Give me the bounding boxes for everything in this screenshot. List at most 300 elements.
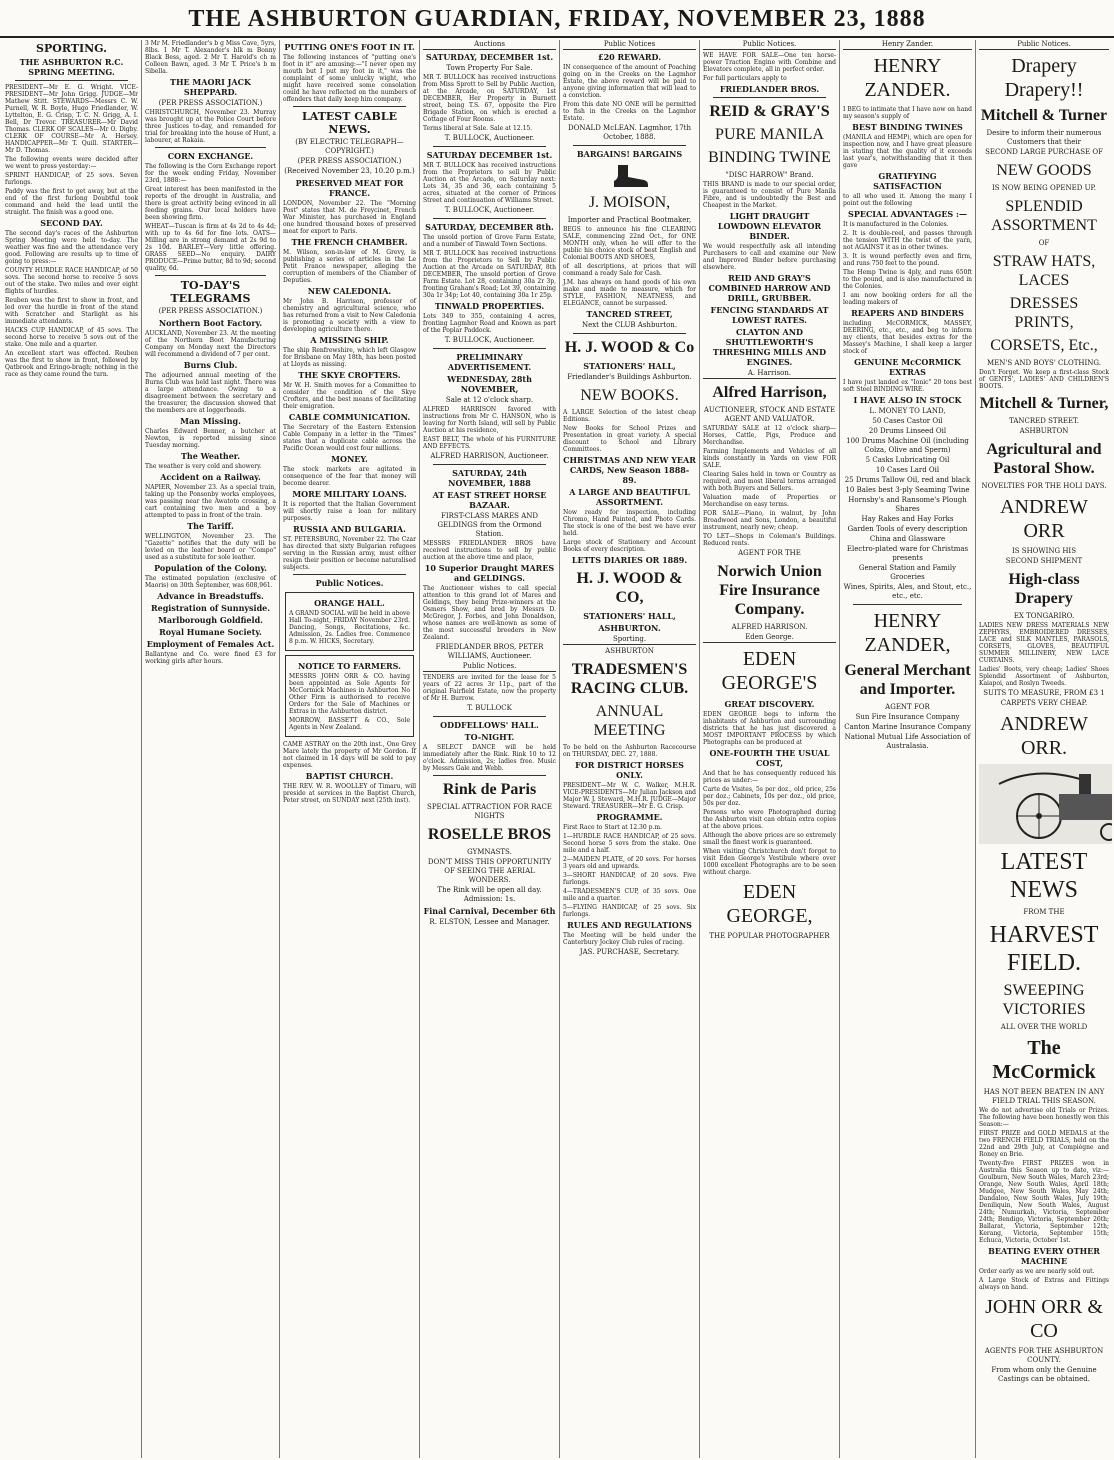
ad-heading: ASHBURTON. xyxy=(598,623,661,633)
article-paragraph: WHEAT—Tuscan is firm at 4s 2d to 4s 4d; with up to 4s 6d for fine lots. OATS—Milling are in strong demand at 2s 9d to 2s 10d. BARLEY—Very little offering. GRASS SEED—No enquiry. DAIRY PRODUCE—Prime butter, 8d to 9d; second quality, 6d. xyxy=(145,223,276,272)
article-paragraph: An excellent start was effected. Reuben was the first to show in front, followed by Qatbrook and Eringo-bragh; nothing in the race as they came round the turn. xyxy=(5,350,138,378)
ad-heading: REID AND GRAY'S COMBINED HARROW AND DRILL, GRUBBER. xyxy=(708,273,831,303)
ad-heading: PROGRAMME. xyxy=(596,812,663,822)
ad-heading: CHRISTMAS AND NEW YEAR CARDS, New Season 1888-89. xyxy=(563,455,696,485)
article-paragraph: PRESIDENT—Mr E. G. Wright. VICE-PRESIDENT—Mr John Grigg. JUDGE—Mr Mathew Stitt. STEWARDS—Messrs C. W. Purnell, W. R. Boyle, Hugo Friedlander, W. Lyttelton, E. G. Crisp, T. C. N. Grigg, A. I. Bell, Dr Trevor. TREASURER—Mr David Thomas. CLERK OF SCALES—Mr O. Digby. CLERK OF COURSE—Mr A. Hersey. HANDICAPPER—Mr T. Quill. STARTER—Mr D. Thomas. xyxy=(5,84,138,154)
ad-title-moison: J. MOISON, xyxy=(588,194,671,211)
ad-heading: LIGHT DRAUGHT LOWDOWN ELEVATOR BINDER. xyxy=(717,211,822,241)
ad-text: Twenty-five FIRST PRIZES won in Australia this Season up to date, viz:—Goulburn, New South Wales, March 23rd; Orange, New South Wales, April 18th; Mudgee, New South Wales, May 24th; Dandaloo, New South Wales, July 19th; Deniliquin, New South Wales, August 24th; Numurkah, Victoria, September 24th; Bendigo, Victoria, September 26th; Ballarat, Victoria, September 12th; Kerang, Victoria, September 15th; Echuca, Victoria, October 1st. xyxy=(979,1160,1109,1244)
stock-item: China and Glassware xyxy=(869,535,946,543)
column-header: Public Notices. xyxy=(979,40,1109,50)
ad-text: We do not advertise old Trials or Prizes. The following have been honestly won this Season:— xyxy=(979,1107,1109,1128)
ad-line: TANCRED STREET. xyxy=(1009,417,1079,425)
sub-heading: MORE MILITARY LOANS. xyxy=(292,489,407,499)
byline: (Received November 23, 10.20 p.m.) xyxy=(284,167,415,175)
ad-line: ASHBURTON xyxy=(605,647,654,655)
ad-heading: SATURDAY DECEMBER 1st. xyxy=(426,150,553,160)
ad-line: IS NOW BEING OPENED UP. xyxy=(991,184,1097,192)
ad-text: 3—SHORT HANDICAP, of 20 sovs. Five furlongs. xyxy=(563,872,696,886)
insurance-item: Canton Marine Insurance Company xyxy=(844,723,971,731)
ad-title-general-merchant: General Merchant and Importer. xyxy=(844,662,971,698)
ad-text: FIRST PRIZE and GOLD MEDALS at the two FRENCH FIELD TRIALS, held on the 22nd and 29th July, at Compiègne and Roney en Brie. xyxy=(979,1130,1109,1158)
ad-text: Order early as we are nearly sold out. xyxy=(979,1268,1095,1275)
article-paragraph: Charles Edward Benner, a butcher at Newton, is reported missing since Tuesday morning. xyxy=(145,428,276,449)
ad-text: Valuation made of Properties or Merchandise on easy terms. xyxy=(703,494,836,508)
ad-text: Persons who were Photographed during the Ashburton visit can obtain extra copies at the above prices. xyxy=(703,809,836,830)
ad-title-henry-zander: HENRY ZANDER. xyxy=(864,55,951,101)
ad-text: BEGS to announce his fine CLEARING SALE, commencing 22nd Oct., for ONE MONTH only, when he will offer to the public his choice stock of best English and Colonial BOOTS AND SHOES, xyxy=(563,226,696,261)
stock-item: Electro-plated ware for Christmas presents xyxy=(846,545,969,562)
ad-line: AGENT FOR xyxy=(885,703,930,711)
ad-heading: BAPTIST CHURCH. xyxy=(305,771,394,781)
ad-title-high-class: High-class Drapery xyxy=(1008,571,1080,607)
ad-title-new-books: NEW BOOKS. xyxy=(580,387,679,404)
ad-text: Ladies' Boots, very cheap; Ladies' Shoes Splendid Assortment of Ashburton, Kaiapoi, and Roslyn Tweeds. xyxy=(979,666,1109,687)
ad-text: THIS BRAND is made to our special order, is guaranteed to consist of Pure Manila Fibre, and is undoubtedly the Best and Cheapest in the Market. xyxy=(703,181,836,209)
ad-line: Next the CLUB Ashburton. xyxy=(581,321,678,329)
divider xyxy=(433,146,546,147)
sub-heading: NEW CALEDONIA. xyxy=(307,286,392,296)
column-cable-news xyxy=(280,40,420,1458)
article-paragraph: Mr John B. Harrison, professor of chemistry and agricultural science, who has returned from a visit to New Caledonia is promoting a society with a view to developing agriculture there. xyxy=(283,298,416,333)
ad-line: Importer and Practical Bootmaker, xyxy=(567,216,692,224)
column-header: Henry Zander. xyxy=(843,40,972,50)
sub-heading: The Tariff. xyxy=(187,521,234,531)
ad-line: GYMNASTS. xyxy=(467,848,512,856)
column-header: Public Notices. xyxy=(423,662,556,672)
sub-heading: THE ASHBURTON R.C. SPRING MEETING. xyxy=(19,57,124,77)
ad-title-sweeping: SWEEPING VICTORIES xyxy=(1002,982,1086,1018)
ad-line: ASHBURTON xyxy=(1019,427,1069,435)
stock-item: 25 Drums Tallow Oil, red and black xyxy=(844,476,971,484)
sub-heading: Employment of Females Act. xyxy=(146,639,275,649)
ad-signature: DONALD McLEAN. Lagmhor, 17th October, 1888. xyxy=(568,124,691,141)
column-telegrams xyxy=(142,40,280,1458)
insurance-item: National Mutual Life Association of Australasia. xyxy=(844,733,971,750)
ad-text: The Hemp Twine is 4ply, and runs 650ft to the pound, and is also manufactured in the Colonies. xyxy=(843,269,972,290)
ad-line: THE POPULAR PHOTOGRAPHER xyxy=(709,932,830,940)
divider xyxy=(433,348,546,349)
sub-heading: MONEY. xyxy=(331,454,368,464)
ad-heading: AT EAST STREET HORSE BAZAAR. xyxy=(432,490,547,510)
article-paragraph: ST. PETERSBURG, November 22. The Czar has directed that sixty Bulgarian refugees serving in the Russian army, must either resign their position or become naturalised subjects. xyxy=(283,536,416,571)
ad-text: First Race to Start at 12.30 p.m. xyxy=(563,824,662,831)
section-heading: LATEST CABLE NEWS. xyxy=(302,110,397,136)
ad-heading: BARGAINS! BARGAINS xyxy=(576,149,683,159)
ad-heading: £20 REWARD. xyxy=(598,52,661,62)
column-header: Eden George. xyxy=(703,633,836,643)
ad-line: Desire to inform their numerous Customers that their xyxy=(986,129,1102,146)
article-paragraph: HACKS CUP HANDICAP, of 45 sovs. The second horse to receive 5 sovs out of the stake. One mile and a quarter. xyxy=(5,327,138,348)
ad-title-annual: ANNUAL MEETING xyxy=(593,703,666,739)
ad-heading: STATIONERS' HALL, xyxy=(583,611,676,621)
article-paragraph: Paddy was the first to get away, but at the end of the first furlong Doubtful took command and held the lead until the straight. The finish was a good one. xyxy=(5,188,138,216)
article-paragraph: Ballantyne and Co. were fined £3 for working girls after hours. xyxy=(145,651,276,665)
ad-line: HAS NOT BEEN BEATEN IN ANY FIELD TRIAL THIS SEASON. xyxy=(983,1088,1105,1105)
ad-text: MR T. BULLOCK has received instructions from the Proprietors to sell by Public Auction at the Arcade, on Saturday next: Lots 34, 35 and 36, each containing 5 acres, situated at the corner of Princes Street and continuation of Williams Street. xyxy=(423,162,556,204)
ad-notice-farmers xyxy=(285,655,414,737)
ad-title-alfred-harrison: Alfred Harrison, xyxy=(712,384,827,401)
ad-text: to all who used it. Among the many I point out the following xyxy=(843,193,972,207)
article-paragraph: The ship Renfrewshire, which left Glasgow for Brisbane on May 18th, has been posted at Lloyds as missing. xyxy=(283,347,416,368)
ad-text: IN consequence of the amount of Poaching going on in the Creeks on the Lagmhor Estate, the above reward will be paid to anyone giving information that will lead to a conviction. xyxy=(563,64,696,99)
divider xyxy=(15,80,128,81)
ad-heading: GRATIFYING SATISFACTION xyxy=(873,171,942,191)
ad-heading: FRIEDLANDER BROS. xyxy=(719,84,820,94)
ad-title-andrew-orr-2: ANDREW ORR. xyxy=(1000,713,1088,759)
ad-title-mccormick: The McCormick xyxy=(992,1037,1096,1083)
ad-text: Clearing Sales held in town or Country as required, and most liberal terms arranged with both Buyers and Sellers. xyxy=(703,471,836,492)
article-paragraph: Great interest has been manifested in the reports of the drought in Australia, and there is great activity being evinced in all feeding grains. Our local holders have been showing firm. xyxy=(145,186,276,221)
ad-signature: T. BULLOCK, Auctioneer. xyxy=(444,336,535,344)
ad-text: 4—TRADESMEN'S CUP, of 35 sovs. One mile and a quarter. xyxy=(563,888,696,902)
ad-heading: REAPERS AND BINDERS xyxy=(851,308,964,318)
ad-text: To be held on the Ashburton Racecourse on THURSDAY, DEC. 27, 1888. xyxy=(563,744,696,758)
ad-title-reid-gray: REID & GRAY'S xyxy=(709,103,830,120)
column-header: Public Notices xyxy=(563,40,696,50)
article-paragraph: The following instances of "putting one's foot in it" are amusing:—"I never open my mouth but I put my foot in it," was the complaint of some unlucky wight, who might have received some consolation could he have reflected on the numbers of offenders that daily keep him company. xyxy=(283,54,416,103)
ad-heading: ORANGE HALL. xyxy=(314,598,385,608)
article-paragraph: The adjourned annual meeting of the Burns Club was held last night. There was a large attendance. Owing to a disagreement between the secretary and the treasurer, the discussion showed that the members are at loggerheads. xyxy=(145,372,276,414)
stock-item: 20 Drums Linseed Oil xyxy=(868,427,947,435)
divider xyxy=(573,333,686,334)
byline: (PER PRESS ASSOCIATION.) xyxy=(297,157,402,165)
ad-title-eden-george-2: EDEN GEORGE, xyxy=(726,881,813,927)
ad-heading: FENCING STANDARDS AT LOWEST RATES. xyxy=(710,305,829,325)
article-paragraph: Mr W. H. Smith moves for a Committee to consider the condition of the Skye Crofters, and the best means of facilitating their emigration. xyxy=(283,382,416,410)
ad-heading: ONE-FOURTH THE USUAL COST, xyxy=(709,748,830,768)
ad-text: The unsold portion of Grove Farm Estate, and a number of Tinwald Town Sections. xyxy=(423,234,556,248)
ad-line: SPECIAL ATTRACTION FOR RACE NIGHTS xyxy=(427,803,552,820)
ad-signature: ALFRED HARRISON, Auctioneer. xyxy=(430,452,549,460)
ad-line: "DISC HARROW" Brand. xyxy=(725,171,814,179)
ad-text: including McCORMICK, MASSEY, DEERING, etc., etc., and beg to inform my clients, that besides extras for the Massey's Machine, I shall keep a larger stock of xyxy=(843,320,972,355)
ad-heading: A LARGE AND BEAUTIFUL ASSORTMENT. xyxy=(569,487,690,507)
ad-text: 2—MAIDEN PLATE, of 20 sovs. For horses 3 years old and upwards. xyxy=(563,856,696,870)
ad-title-drapery: Drapery Drapery!! xyxy=(1004,55,1084,101)
ad-text: MR T. BULLOCK has received instructions from the Proprietors to Sell by Public Auction at the Arcade on SATURDAY, 8th DECEMBER, The unsold portion of Grove Farm Estate. Lot 28, containing 30a 2r 3p, fronting Graham's Road; Lot 39, containing 30a 1r 34p; Lot 40, containing 30a 1r 25p. xyxy=(423,250,556,299)
sub-heading: Burns Club. xyxy=(183,360,238,370)
section-heading: CORN EXCHANGE. xyxy=(167,151,254,161)
sub-heading: Accident on a Railway. xyxy=(160,472,261,482)
article-paragraph: COUNTY HURDLE RACE HANDICAP, of 50 sovs. The second horse to receive 5 sovs out of the stake. Two miles and over eight flights of hurdles. xyxy=(5,267,138,295)
ad-title-norwich: Norwich Union Fire Insurance Company. xyxy=(717,563,822,618)
ad-title-straw: STRAW HATS, LACES xyxy=(992,253,1096,289)
ad-signature: R. ELSTON, Lessee and Manager. xyxy=(429,918,550,926)
ad-text: MESSRS FRIEDLANDER BROS have received instructions to sell by public auction at the above time and place, xyxy=(423,540,556,561)
sub-heading: Marlborough Goldfield. xyxy=(158,615,263,625)
ad-heading: I HAVE ALSO IN STOCK xyxy=(853,395,962,405)
article-paragraph: AUCKLAND, November 23. At the meeting of the Northern Boot Manufacturing Company on Monday next the Directors will recommend a dividend of 7 per cent. xyxy=(145,330,276,358)
ad-text: LADIES NEW DRESS MATERIALS NEW ZEPHYRS, EMBROIDERED DRESSES, LACE and SILK MANTLES, PARASOLS, CORSETS, GLOVES, BEAUTIFUL SUMMER MILLINERY, NEW LACE CURTAINS. xyxy=(979,622,1109,664)
ad-line: Sale at 12 o'clock sharp. xyxy=(445,396,534,404)
ad-text: I have just landed ex "Ionic" 20 tons best soft Steel BINDING WIRE. xyxy=(843,379,972,393)
ad-line: SECOND SHIPMENT xyxy=(1005,557,1083,565)
stock-item: 50 Cases Castor Oil xyxy=(872,417,943,425)
sub-heading: THE FRENCH CHAMBER. xyxy=(291,237,408,247)
sub-heading: Royal Humane Society. xyxy=(159,627,262,637)
stock-item: 10 Cases Lard Oil xyxy=(875,466,940,474)
ad-title-dresses: DRESSES PRINTS, xyxy=(1009,295,1079,331)
ad-heading: FOR DISTRICT HORSES ONLY. xyxy=(575,760,684,780)
article-paragraph: The second day's races of the Ashburton Spring Meeting were held to-day. The weather was fine and the attendance very good. Following are results up to time of going to press:— xyxy=(5,230,138,265)
ad-title-pure-manila: PURE MANILA xyxy=(715,126,824,143)
ad-title-mitchell-turner: Mitchell & Turner xyxy=(980,107,1108,124)
divider xyxy=(433,716,546,717)
ad-title-corsets: CORSETS, Etc., xyxy=(990,337,1098,354)
article-paragraph: NAPIER, November 23. As a special train, taking up the Ponsonby works employees, was passing near the Awatoto crossing, a cart containing two men and a boy attempted to pass in front of the train. xyxy=(145,484,276,519)
ad-heading: SATURDAY, 24th NOVEMBER, 1888 xyxy=(448,468,531,488)
ad-text: (MANILA and HEMP), which are open for inspection now, and I have great pleasure in stating that the quality of it exceeds last year's, notwithstanding that it then gave xyxy=(843,134,972,169)
sub-heading: PRESERVED MEAT FOR FRANCE. xyxy=(295,178,404,198)
ad-text: Lots 349 to 355, containing 4 acres, fronting Lagmhor Road and Known as part of the Poplar Paddock. xyxy=(423,313,556,334)
ad-text: 2. It is double-reel, and passes through the tension WITH the twist of the yarn, not AGAINST it as in other twines. xyxy=(843,230,972,251)
ad-text: ALFRED HARRISON favored with instructions from Mr C. HANSON, who is leaving for North Island, will sell by Public Auction at his residence, xyxy=(423,406,556,434)
ad-text: TENDERS are invited for the lease for 5 years of 22 acres 3r 11p., part of the original Fairfield Estate, now the property of Mr H. Burrow. xyxy=(423,674,556,702)
ad-text: Carte de Visites, 5s per doz., old price, 25s per doz.; Cabinets, 10s per doz., old price, 50s per doz. xyxy=(703,786,836,807)
ad-text: When visiting Christchurch don't forget to visit Eden George's Vestibule where over 1000 excellent Photographs are to be seen without charge. xyxy=(703,848,836,876)
ad-text: MORROW, BASSETT & CO., Sole Agents in New Zealand. xyxy=(289,717,410,731)
ad-text: Large stock of Stationery and Account Books of every description. xyxy=(563,539,696,553)
ad-text: 5—FLYING HANDICAP, of 25 sovs. Six furlongs. xyxy=(563,904,696,918)
sub-heading: Advance in Breadstuffs. xyxy=(157,591,264,601)
ad-text: FOR SALE—Piano, in walnut, by John Broadwood and Sons, London, a beautiful instrument, nearly new; cheap. xyxy=(703,510,836,531)
article-paragraph: The following is the Corn Exchange report for the week ending Friday, November 23rd, 1888:— xyxy=(145,163,276,184)
ad-title-wood-2: H. J. WOOD & CO, xyxy=(576,570,683,606)
column-public-notices-2 xyxy=(700,40,840,1458)
insurance-item: Sun Fire Insurance Company xyxy=(855,713,960,721)
ad-title-mitchell-turner-2: Mitchell & Turner, xyxy=(979,395,1109,412)
ad-text: SATURDAY SALE at 12 o'clock sharp—Horses, Cattle, Pigs, Produce and Merchandise. xyxy=(703,425,836,446)
ad-heading: LETTS DIARIES OR 1889. xyxy=(571,555,688,565)
sub-heading: CABLE COMMUNICATION. xyxy=(288,412,411,422)
ad-heading: ODDFELLOWS' HALL. xyxy=(440,720,539,730)
ad-text: 3. It is wound perfectly even and firm, and runs 750 feet to the pound. xyxy=(843,253,972,267)
ad-heading: WEDNESDAY, 28th NOVEMBER, xyxy=(447,374,532,394)
stock-item: Garden Tools of every description xyxy=(847,525,968,533)
ad-text: MR T. BULLOCK has received instructions from Miss Sprott to Sell by Public Auction, at the Arcade, on SATURDAY, 1st DECEMBER, Her Property in Burnett street, being T.S. 67, opposite the Fire Brigade Station, on which is erected a Cottage of Four Rooms. xyxy=(423,74,556,123)
sub-heading: Population of the Colony. xyxy=(154,563,267,573)
stock-item: 100 Drums Machine Oil (including Colza, Olive and Sperm) xyxy=(846,437,969,454)
ad-title-binding-twine: BINDING TWINE xyxy=(708,149,831,166)
section-heading: SPORTING. xyxy=(36,42,107,55)
ad-line: NOVELTIES FOR THE HOLI DAYS. xyxy=(981,482,1107,490)
article-paragraph: The estimated population (exclusive of Maoris) on 30th September, was 608,961. xyxy=(145,575,276,589)
ad-heading: GREAT DISCOVERY. xyxy=(724,699,815,709)
divider xyxy=(433,775,546,776)
ad-line: AUCTIONEER, STOCK AND ESTATE AGENT AND VALUATOR. xyxy=(703,406,836,423)
sub-heading: Man Missing. xyxy=(180,416,241,426)
stock-item: Wines, Spirits, Ales, and Stout, etc., etc., etc. xyxy=(843,583,972,600)
ad-text: New Books for School Prizes and Presentation in great variety. A special discount to School and Library Committees. xyxy=(563,425,696,453)
ad-line: SUITS TO MEASURE, FROM £3 1 xyxy=(983,689,1105,697)
article-paragraph: 3 Mr M. Friedlander's b g Miss Cave, 5yrs, 8lbs. 1 Mr T. Alexander's blk m Bonny Black Bess, aged. 2 Mr T. Harold's ch m Colleen Bawn, aged. 3 Mr T. Price's b m Sibella. xyxy=(145,40,276,75)
ad-line: The Rink will be open all day. Admission: 1s. xyxy=(437,886,542,903)
ad-text: WE HAVE FOR SALE—One ten horse-power Traction Engine with Combine and Elevators complete, all in perfect order. xyxy=(703,52,836,73)
article-paragraph: It is reported that the Italian Government will shortly raise a loan for military purposes. xyxy=(283,501,416,522)
ad-heading: 10 Superior Draught MARES and GELDINGS. xyxy=(424,563,555,583)
ad-text: A LARGE Selection of the latest cheap Editions. xyxy=(563,409,696,423)
ad-title-harvest-field: HARVEST FIELD. xyxy=(989,922,1099,976)
ad-signature: JAS. PURCHASE, Secretary. xyxy=(579,948,680,956)
byline: (BY ELECTRIC TELEGRAPH—COPYRIGHT.) xyxy=(295,138,404,155)
boot-icon xyxy=(610,163,650,189)
article-paragraph: The weather is very cold and showery. xyxy=(145,463,262,470)
ad-heading: SATURDAY, DECEMBER 1st. xyxy=(425,52,554,62)
ad-title-eden-george: EDEN GEORGE'S xyxy=(721,648,818,694)
ad-line: DON'T MISS THIS OPPORTUNITY OF SEEING THE AERIAL WONDERS. xyxy=(427,858,552,884)
masthead-title: THE ASHBURTON GUARDIAN, FRIDAY, NOVEMBER 23, 1888 xyxy=(188,6,926,32)
ad-title-wood: H. J. WOOD & Co xyxy=(564,339,695,356)
ad-text: TO LET—Shops in Coleman's Buildings. Reduced rents. xyxy=(703,533,836,547)
ad-heading: TANCRED STREET, xyxy=(586,309,673,319)
ad-line: AGENT FOR THE xyxy=(738,549,801,557)
sub-heading: SECOND DAY. xyxy=(40,218,103,228)
sub-heading: Registration of Sunnyside. xyxy=(150,603,271,613)
reaper-binder-illustration xyxy=(979,764,1112,844)
ad-heading: BEATING EVERY OTHER MACHINE xyxy=(988,1246,1100,1266)
ad-title-splendid: SPLENDID ASSORTMENT xyxy=(991,198,1097,234)
divider xyxy=(155,147,266,148)
sub-heading: The Weather. xyxy=(180,451,241,461)
stock-item: Hay Rakes and Hay Forks xyxy=(861,515,954,523)
ad-title-john-orr: JOHN ORR & CO xyxy=(985,1296,1103,1342)
ad-title-new-goods: NEW GOODS xyxy=(996,162,1092,179)
ad-heading: GENUINE McCORMICK EXTRAS xyxy=(854,357,961,377)
ad-line: L. MONEY TO LAND, xyxy=(869,407,946,415)
ad-title-agri-show: Agricultural and Pastoral Show. xyxy=(986,441,1102,477)
ad-text: Although the above prices are so extremely small the finest work is guaranteed. xyxy=(703,832,836,846)
ad-title-andrew-orr: ANDREW ORR xyxy=(1000,496,1088,542)
divider xyxy=(573,145,686,146)
divider xyxy=(433,218,546,219)
ad-text: THE REV. W. R. WOOLLEY of Timaru, will preside at services in the Baptist Church, Peter street, on SUNDAY next (25th inst). xyxy=(283,783,416,804)
article-paragraph: The following events were decided after we went to press yesterday:— xyxy=(5,156,138,170)
ad-title-latest-news: LATEST NEWS xyxy=(1000,849,1088,903)
sub-heading: A MISSING SHIP. xyxy=(310,335,389,345)
ad-signature: T. BULLOCK, Auctioneer. xyxy=(444,134,535,142)
ad-heading: Final Carnival, December 6th xyxy=(423,906,556,916)
ad-line: AGENTS FOR THE ASHBURTON COUNTY. xyxy=(984,1347,1104,1364)
stock-item: General Station and Family Groceries xyxy=(858,564,957,581)
ad-heading: SPECIAL ADVANTAGES :— xyxy=(848,209,967,219)
ad-line: SECOND LARGE PURCHASE OF xyxy=(985,148,1103,156)
ad-text: Don't Forget. We keep a first-class Stock of GENTS', LADIES' AND CHILDREN'S BOOTS. xyxy=(979,369,1109,390)
ad-heading: NOTICE TO FARMERS. xyxy=(298,661,401,671)
byline: (PER PRESS ASSOCIATION.) xyxy=(158,307,263,315)
article-paragraph: The Secretary of the Eastern Extension Cable Company in a letter in the "Times" states that a duplicate cable across the Pacific Ocean would cost four millions. xyxy=(283,424,416,452)
ad-title-roselle: ROSELLE BROS xyxy=(427,826,552,843)
ad-line: ALL OVER THE WORLD xyxy=(1000,1023,1088,1031)
ad-line: CARPETS VERY CHEAP. xyxy=(1000,699,1088,707)
ad-line: FROM THE xyxy=(1023,908,1065,916)
article-paragraph: Reuben was the first to show in front, and led over the hurdle in front of the stand with Scratcher and Starlight as his immediate attendants. xyxy=(5,297,138,325)
ad-line: IS SHOWING HIS xyxy=(1012,547,1076,555)
ad-text: A Large Stock of Extras and Fittings always on hand. xyxy=(979,1277,1109,1291)
article-paragraph: WELLINGTON, November 23. The "Gazette" notifies that the duty will be levied on the leather board or "Compo" used as a substitute for sole leather. xyxy=(145,533,276,561)
ad-line: ALFRED HARRISON. xyxy=(731,623,808,631)
ad-text: It is manufactured in the Colonies. xyxy=(843,221,949,228)
ad-text: I am now booking orders for all the leading makers of xyxy=(843,292,972,306)
ad-text: Now ready for inspection, including Chromo, Hand Painted, and Photo Cards. The stock is one of the best we have ever held. xyxy=(563,509,696,537)
ad-text: From this date NO ONE will be permitted to fish in the Creeks on the Lagmhor Estate. xyxy=(563,101,696,122)
ad-text: The Auctioneer wishes to call special attention to this grand lot of Mares and Geldings, they being Prize-winners at the Osmers Show, and bred by Messrs D. McGregor, J. Forbes, and John Donaldson, whose names are well-known as some of the most successful breeders in New Zealand. xyxy=(423,585,556,641)
ad-title-rink: Rink de Paris xyxy=(442,781,537,798)
sub-heading: THE SKYE CROFTERS. xyxy=(298,370,401,380)
ad-text: EDEN GEORGE begs to inform the inhabitants of Ashburton and surrounding districts that he has just discovered a MOST IMPORTANT PROCESS by which Photographs can be produced at xyxy=(703,711,836,746)
article-paragraph: SPRINT HANDICAP, of 25 sovs. Seven furlongs. xyxy=(5,172,138,186)
ad-line: EX TONGARIRO. xyxy=(1013,612,1075,620)
ad-line: OF xyxy=(1038,239,1050,247)
ad-text: MESSRS JOHN ORR & CO. having been appointed as Sole Agents for McCormick Machines in Ashburton No Other Firm is authorised to receive Orders for the Sale of Machines or Extras in the Ashburton district. xyxy=(289,673,410,715)
column-header: Auctions xyxy=(423,40,556,50)
masthead xyxy=(0,0,1114,38)
divider xyxy=(433,464,546,465)
divider xyxy=(155,275,266,276)
ad-title-henry-zander-2: HENRY ZANDER, xyxy=(864,610,951,656)
ad-text: A SELECT DANCE will be held immediately after the Rink. Rink 10 to 12 o'clock. Admission, 2s; ladies free. Music by Messrs Gale and Webb. xyxy=(423,744,556,772)
ad-text: EAST BELT, The whole of his FURNITURE AND EFFECTS. xyxy=(423,436,556,450)
ad-text: 1—HURDLE RACE HANDICAP, of 25 sovs. Second horse 5 sovs from the stake. One mile and a half. xyxy=(563,833,696,854)
ad-heading: CLAYTON AND SHUTTLEWORTH'S THRESHING MILLS AND ENGINES. xyxy=(712,327,827,367)
ad-title-tradesmen: TRADESMEN'S RACING CLUB. xyxy=(570,661,689,697)
sub-heading: Northern Boot Factory. xyxy=(158,318,263,328)
ad-text: of all descriptions, at prices that will command a ready Sale for Cash. xyxy=(563,263,696,277)
ad-heading: TINWALD PROPERTIES. xyxy=(434,301,545,311)
article-paragraph: The stock markets are agitated in consequence of the fear that money will become dearer. xyxy=(283,466,416,487)
section-heading: Public Notices. xyxy=(315,578,384,588)
ad-heading: RULES AND REGULATIONS xyxy=(567,920,692,930)
column-header: Sporting. xyxy=(563,635,696,645)
column-public-notices-1 xyxy=(560,40,700,1458)
ad-text: We would respectfully ask all intending Purchasers to call and examine our New and Improved Binder before purchasing elsewhere. xyxy=(703,243,836,271)
ad-orange-hall xyxy=(285,592,414,651)
stock-item: 10 Bales best 3-ply Seaming Twine xyxy=(845,486,970,494)
column-drapery xyxy=(976,40,1112,1458)
ad-text: J.M. has always on hand goods of his own make and made to measure, which for STYLE, FASHION, NEATNESS, and ELEGANCE, cannot be surpassed. xyxy=(563,279,696,307)
ad-line: FIRST-CLASS MARES AND GELDINGS from the Ormond Station. xyxy=(437,512,542,538)
divider xyxy=(713,97,826,98)
ad-heading: SATURDAY, DECEMBER 8th. xyxy=(425,222,554,232)
column-sporting xyxy=(2,40,142,1458)
article-paragraph: CHRISTCHURCH, November 23. Murray was brought up at the Police Court before three Justices to-day, and remanded for trial for breaking into the house of Hunt, a labourer, at Rakaia. xyxy=(145,109,276,144)
ad-heading: STATIONERS' HALL, xyxy=(583,361,676,371)
column-header: Public Notices. xyxy=(703,40,836,50)
byline: (PER PRESS ASSOCIATION.) xyxy=(158,99,263,107)
article-paragraph: LONDON, November 22. The "Morning Post" states that M. de Freycinet, French War Minister, has purchased in England one hundred thousand boxes of preserved meat for export to Paris. xyxy=(283,200,416,235)
ad-heading: BEST BINDING TWINES xyxy=(852,122,963,132)
ad-signature: T. BULLOCK xyxy=(467,704,512,712)
article-paragraph: M. Wilson, son-in-law of M. Grevy, is publishing a series of articles in the Le Petit France newspaper, alleging the corruption of members of the Chamber of Deputies. xyxy=(283,249,416,284)
column-header: A. Harrison. xyxy=(703,369,836,379)
column-henry-zander xyxy=(840,40,976,1458)
ad-signature: T. BULLOCK, Auctioneer. xyxy=(444,206,535,214)
ad-text: Terms liberal at Sale. Sale at 12.15. xyxy=(423,125,533,132)
stock-item: 5 Casks Lubricating Oil xyxy=(865,456,950,464)
ad-line: From whom only the Genuine Castings can be obtained. xyxy=(991,1366,1097,1383)
ad-text: The Meeting will be held under the Canterbury Jockey Club rules of racing. xyxy=(563,932,696,946)
ad-heading: PRELIMINARY ADVERTISEMENT. xyxy=(447,352,532,372)
ad-line: Town Property For Sale. xyxy=(446,64,533,72)
ad-text: For full particulars apply to xyxy=(703,75,787,82)
ad-text: I BEG to intimate that I have now on hand my season's supply of xyxy=(843,106,972,120)
sub-heading: RUSSIA AND BULGARIA. xyxy=(293,524,406,534)
section-heading: PUTTING ONE'S FOOT IN IT. xyxy=(284,42,415,52)
divider xyxy=(293,106,406,107)
ad-text: CAME ASTRAY on the 20th inst., One Grey Mare lately the property of Mr Gordon. If not claimed in 14 days will be sold to pay expenses. xyxy=(283,741,416,769)
section-heading: THE MAORI JACK SHEPPARD. xyxy=(170,77,251,97)
divider xyxy=(853,604,962,605)
